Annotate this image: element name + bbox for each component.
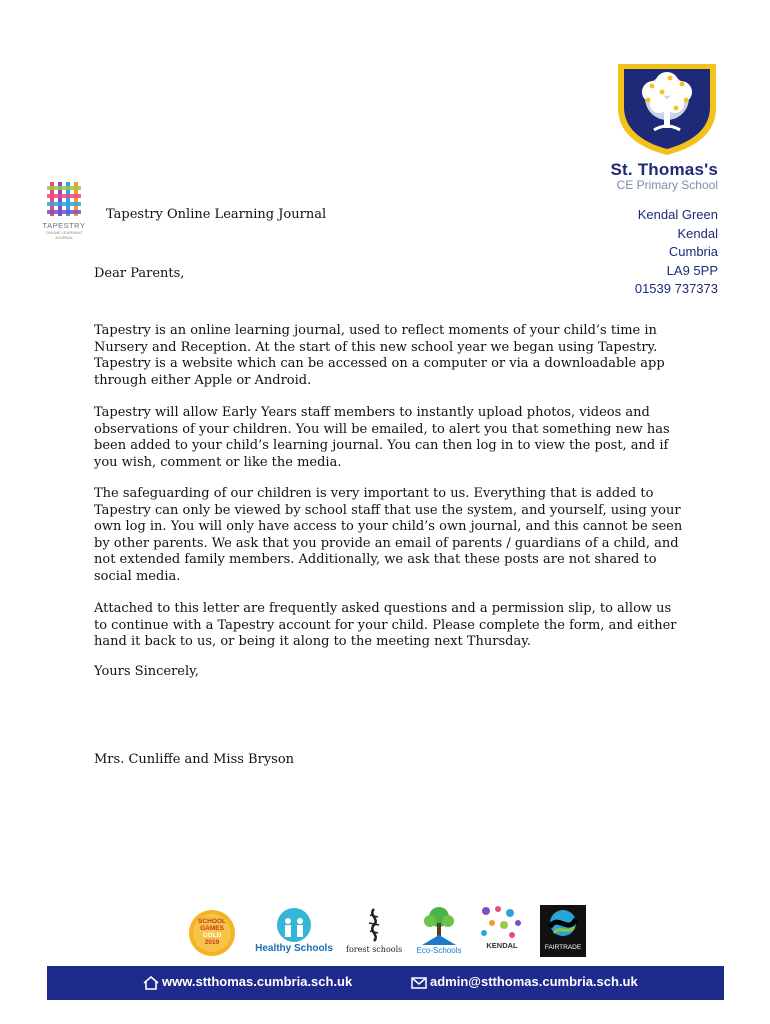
eco-schools-logo	[412, 905, 466, 959]
forest-schools-logo	[346, 907, 402, 959]
address-postcode: LA9 5PP	[666, 262, 718, 278]
partner-logos	[180, 903, 600, 961]
address-phone: 01539 737373	[634, 281, 718, 296]
fairtrade-logo	[540, 905, 586, 957]
address-line: Kendal Green	[637, 207, 718, 222]
envelope-icon	[411, 977, 427, 989]
eco-tree-icon	[412, 905, 466, 945]
website-link[interactable]	[143, 974, 352, 990]
tapestry-tagline: ONLINE LEARNING JOURNAL	[45, 230, 83, 240]
fairtrade-text: FAIRTRADE	[544, 944, 582, 951]
email-text: admin@stthomas.cumbria.sch.uk	[430, 974, 638, 989]
letter-paragraph: The safeguarding of our children is very important to us. Everything that is added to Tapestry can only be viewed by school staff that use the system, and yourself, using your own log in. You will only have access to your child’s own journal, and this cannot be seen by other parents. We ask that you provide an email of parents / guardians of a child, and not extended family members. Additionally, we ask that these posts are not shared to social media.	[94, 486, 683, 584]
letter-paragraph: Attached to this letter are frequently asked questions and a permission slip, to allow us to continue with a Tapestry account for your child. Please complete the form, and either hand it back to us, or being it along to the meeting next Thursday.	[94, 601, 677, 649]
forest-schools-text: forest schools	[346, 945, 403, 954]
healthy-schools-icon	[250, 907, 338, 943]
fairtrade-mark-icon	[540, 905, 586, 943]
school-address	[560, 206, 718, 299]
school-subtitle: CE Primary School	[616, 178, 718, 192]
school-games-year: 2019	[204, 939, 220, 946]
letter-paragraph: Tapestry will allow Early Years staff members to instantly upload photos, videos and observations of your children. You will be emailed, to alert you that something new has been added to your child’s learning journal. You can then log in to view the post, and if you wish, comment or like the media.	[94, 405, 670, 470]
home-icon	[143, 976, 159, 990]
school-games-gold-logo	[188, 909, 236, 957]
footer-bar	[47, 966, 724, 1000]
letter-heading: Tapestry Online Learning Journal	[106, 207, 327, 222]
letter-paragraph: Tapestry is an online learning journal, used to reflect moments of your child’s time in Nursery and Reception. At the start of this new school year we began using Tapestry. Tapestry is a website which can be accessed on a computer or via a downloadable app through either Apple or Android.	[94, 323, 665, 388]
eco-schools-text: Eco-Schools	[416, 946, 462, 955]
letter-signature: Mrs. Cunliffe and Miss Bryson	[94, 752, 295, 767]
letter-greeting: Dear Parents,	[94, 266, 185, 281]
school-games-text: SCHOOL	[198, 918, 226, 925]
school-games-text: GAMES	[200, 925, 224, 932]
tapestry-weave-icon	[47, 182, 81, 216]
school-games-level: GOLD	[202, 932, 222, 939]
tapestry-brand: TAPESTRY	[42, 221, 86, 230]
kendal-text: KENDAL	[486, 941, 518, 950]
address-line: Kendal	[677, 225, 718, 241]
kendal-dots-icon	[476, 903, 528, 941]
healthy-schools-text: Healthy Schools	[255, 943, 333, 954]
address-line: Cumbria	[668, 244, 718, 259]
website-text: www.stthomas.cumbria.sch.uk	[162, 974, 353, 989]
school-crest-logo	[612, 62, 722, 156]
healthy-schools-logo	[250, 907, 338, 959]
kendal-partnership-logo	[476, 903, 528, 961]
email-link[interactable]	[411, 974, 638, 989]
letter-closing: Yours Sincerely,	[94, 664, 199, 679]
tapestry-logo	[36, 182, 92, 244]
forest-tree-icon	[346, 907, 402, 943]
school-name: St. Thomas's	[610, 160, 718, 179]
